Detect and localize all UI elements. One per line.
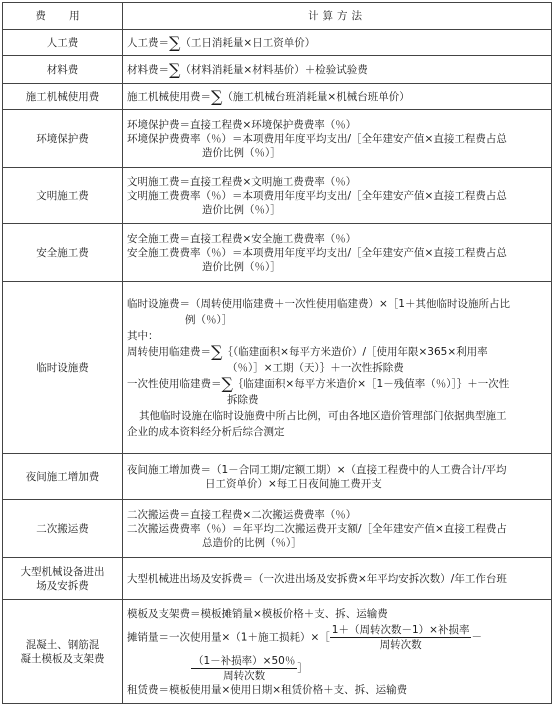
fraction-2 (191, 654, 297, 683)
formula-line: 安全施工费费率（％）＝本项费用年度平均支出/［全年建安产值×直接工程费占总 (127, 246, 507, 259)
formula-line: 夜间施工增加费＝（1－合同工期/定额工期）×（直接工程费中的人工费合计/平均 (127, 463, 507, 476)
formula-line: 造价比例（％）］ (202, 203, 281, 216)
rotating-cost-lhs: 周转使用临建费＝ (127, 345, 211, 358)
formula-line: 日工资单价）×每工日夜间施工费开支 (205, 477, 382, 490)
row-method-formwork (123, 600, 552, 704)
formula-line: 其他临时设施在临时设施费中所占比例，可由各地区造价管理部门依据典型施工 (139, 409, 507, 422)
formula-line: 其中： (127, 329, 159, 342)
row-name-night-work: 夜间施工增加费 (3, 454, 123, 500)
formula-line: 造价比例（％）］ (202, 146, 281, 159)
fraction-1-denominator: 周转次数 (379, 638, 422, 651)
row-name-temporary-facilities: 临时设施费 (3, 282, 123, 454)
row-name-civilized: 文明施工费 (3, 168, 123, 224)
sigma-symbol: ∑ (221, 373, 233, 393)
row-method-secondary-transport (123, 500, 552, 558)
formula-line: 二次搬运费＝直接工程费×二次搬运费费率（％） (127, 508, 357, 521)
formula-line: 临时设施费＝（周转使用临建费＋一次性使用临建费）×［1＋其他临时设施所占比 (127, 297, 510, 310)
material-formula-rhs: （材料消耗量×材料基价）＋检验试验费 (180, 63, 368, 76)
formula-line: 总造价的比例（％）］ (202, 536, 302, 549)
formula-line: 企业的成本资料经分析后综合测定 (127, 425, 285, 438)
formula-line (127, 623, 547, 652)
formula-line: 模板及支架费＝模板摊销量×模板价格＋支、拆、运输费 (127, 607, 388, 620)
table-row (3, 282, 552, 454)
row-method-environment (123, 110, 552, 168)
table-row (3, 110, 552, 168)
table-row (3, 56, 552, 84)
formula-line: 环境保护费＝直接工程费×环境保护费费率（％） (127, 118, 357, 131)
formula-line (127, 373, 547, 393)
sigma-symbol: ∑ (169, 32, 181, 52)
row-name-large-machinery (3, 558, 123, 600)
row-name-safety: 安全施工费 (3, 224, 123, 282)
row-method-machinery (123, 84, 552, 110)
material-formula-lhs: 材料费＝ (127, 63, 169, 76)
row-method-labor (123, 30, 552, 56)
formula-line: 二次搬运费费率（％）＝年平均二次搬运费开支额/［全年建安产值×直接工程费占 (127, 522, 507, 535)
row-method-night-work (123, 454, 552, 500)
closing-bracket: ］ (297, 662, 308, 674)
row-name-environment: 环境保护费 (3, 110, 123, 168)
table-header-row (3, 3, 552, 30)
labor-formula-rhs: （工日消耗量×日工资单价） (180, 36, 316, 49)
table-row (3, 84, 552, 110)
table-row (3, 500, 552, 558)
table-row (3, 454, 552, 500)
row-method-large-machinery (123, 558, 552, 600)
fraction-1 (330, 623, 472, 652)
row-name-machinery: 施工机械使用费 (3, 84, 123, 110)
row-name-labor: 人工费 (3, 30, 123, 56)
one-time-cost-lhs: 一次性使用临建费＝ (127, 377, 222, 390)
labor-formula-lhs: 人工费＝ (127, 36, 169, 49)
machinery-formula-rhs: （施工机械台班消耗量×机械台班单价） (222, 90, 410, 103)
formula-line (127, 654, 547, 683)
row-method-temporary-facilities (123, 282, 552, 454)
amortization-lhs: 摊销量＝一次使用量×（1＋施工损耗）×［ (127, 631, 330, 643)
row-method-material (123, 56, 552, 84)
formula-line: 大型机械进出场及安拆费＝（一次进出场及安拆费×年平均安拆次数）/年工作台班 (127, 572, 507, 585)
fraction-2-numerator: （1－补损率）×50％ (193, 654, 296, 667)
header-calculation-method: 计算方法 (123, 3, 552, 30)
minus-sign: － (471, 631, 482, 643)
sigma-symbol: ∑ (169, 59, 181, 79)
cost-calculation-table (2, 2, 552, 704)
name-line: 混凝土、钢筋混 (25, 638, 100, 651)
row-name-secondary-transport: 二次搬运费 (3, 500, 123, 558)
formula-line: 例（％）］ (185, 313, 233, 326)
sigma-symbol: ∑ (211, 341, 223, 361)
formula-line: 造价比例（％）］ (202, 260, 281, 273)
row-method-safety (123, 224, 552, 282)
formula-line: （％）］×工期（天）｝＋一次性拆除费 (227, 361, 404, 374)
table-row (3, 224, 552, 282)
row-name-formwork (3, 600, 123, 704)
row-method-civilized (123, 168, 552, 224)
formula-line: 文明施工费＝直接工程费×文明施工费费率（％） (127, 175, 357, 188)
rotating-cost-rhs: ｛（临建面积×每平方米造价）/［使用年限×365×利用率 (222, 345, 488, 358)
one-time-cost-rhs: ｛临建面积×每平方米造价×［1－残值率（％）］｝＋一次性 (232, 377, 510, 390)
table-row (3, 600, 552, 704)
formula-line: 安全施工费＝直接工程费×安全施工费费率（％） (127, 232, 357, 245)
fraction-2-denominator: 周转次数 (223, 669, 266, 682)
table-row (3, 30, 552, 56)
name-line: 凝土模板及支架费 (20, 652, 105, 665)
table-row (3, 168, 552, 224)
formula-line: 文明施工费费率（％）＝本项费用年度平均支出/［全年建安产值×直接工程费占总 (127, 189, 507, 202)
fraction-1-numerator: 1＋（周转次数－1）×补损率 (331, 623, 470, 636)
formula-line: 拆除费 (227, 393, 259, 406)
header-cost-item: 费 用 (3, 3, 123, 30)
formula-line: 环境保护费费率（％）＝本项费用年度平均支出/［全年建安产值×直接工程费占总 (127, 132, 507, 145)
sigma-symbol: ∑ (211, 86, 223, 106)
name-line: 场及安拆费 (36, 579, 89, 592)
table-row (3, 558, 552, 600)
formula-line (127, 341, 547, 361)
name-line: 大型机械设备进出 (20, 565, 105, 578)
row-name-material: 材料费 (3, 56, 123, 84)
machinery-formula-lhs: 施工机械使用费＝ (127, 90, 211, 103)
formula-line: 租赁费＝模板使用量×使用日期×租赁价格＋支、拆、运输费 (127, 683, 408, 696)
